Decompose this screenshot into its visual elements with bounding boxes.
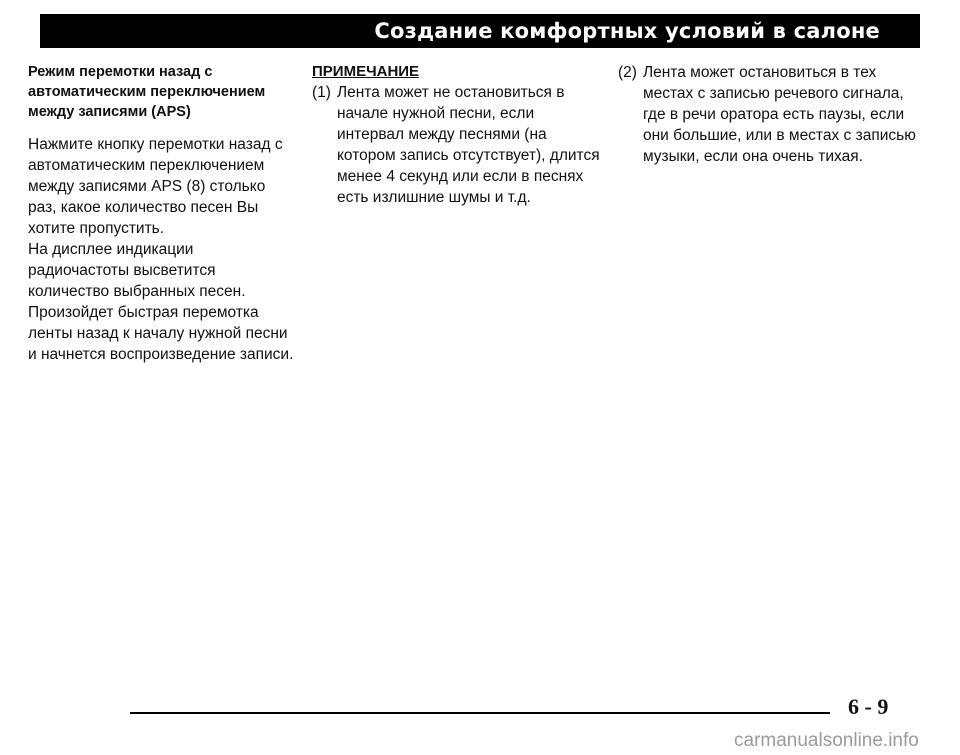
note-text: Лента может не остановиться в начале нужной песни, если интервал между песнями (на котором запись отсутствует), длится менее 4 секунд или если в песнях есть излишние шумы и т.д. xyxy=(336,84,600,206)
section-title: Режим перемотки назад с автоматическим переключением между записями (APS) xyxy=(28,64,266,120)
footer-rule xyxy=(130,712,830,714)
page-title: Создание комфортных условий в салоне xyxy=(374,19,880,43)
page-number: 6 - 9 xyxy=(848,694,889,719)
note-item-1 xyxy=(312,82,602,208)
note-heading: ПРИМЕЧАНИЕ xyxy=(312,63,420,80)
display-paragraph: На дисплее индикации радиочастоты высветится количество выбранных песен. xyxy=(28,241,246,300)
instruction-paragraph: Нажмите кнопку перемотки назад с автоматическим переключением между записями APS (8) столько раз, какое количество песен Вы хотите пропустить. xyxy=(28,136,283,237)
watermark: carmanualsonline.info xyxy=(734,730,919,751)
rewind-paragraph: Произойдет быстрая перемотка ленты назад к началу нужной песни и начнется воспроизведение записи. xyxy=(28,304,294,363)
note-section xyxy=(312,62,602,208)
note-text: Лента может остановиться в тех местах с записью речевого сигнала, где в речи оратора есть паузы, если они большие, или в местах с записью музыки, если она очень тихая. xyxy=(642,64,916,165)
note-continuation xyxy=(618,62,918,167)
note-item-2 xyxy=(618,62,918,167)
note-number: (1) xyxy=(312,84,331,101)
aps-section xyxy=(28,62,298,365)
note-number: (2) xyxy=(618,64,637,81)
header-bar xyxy=(40,14,920,48)
